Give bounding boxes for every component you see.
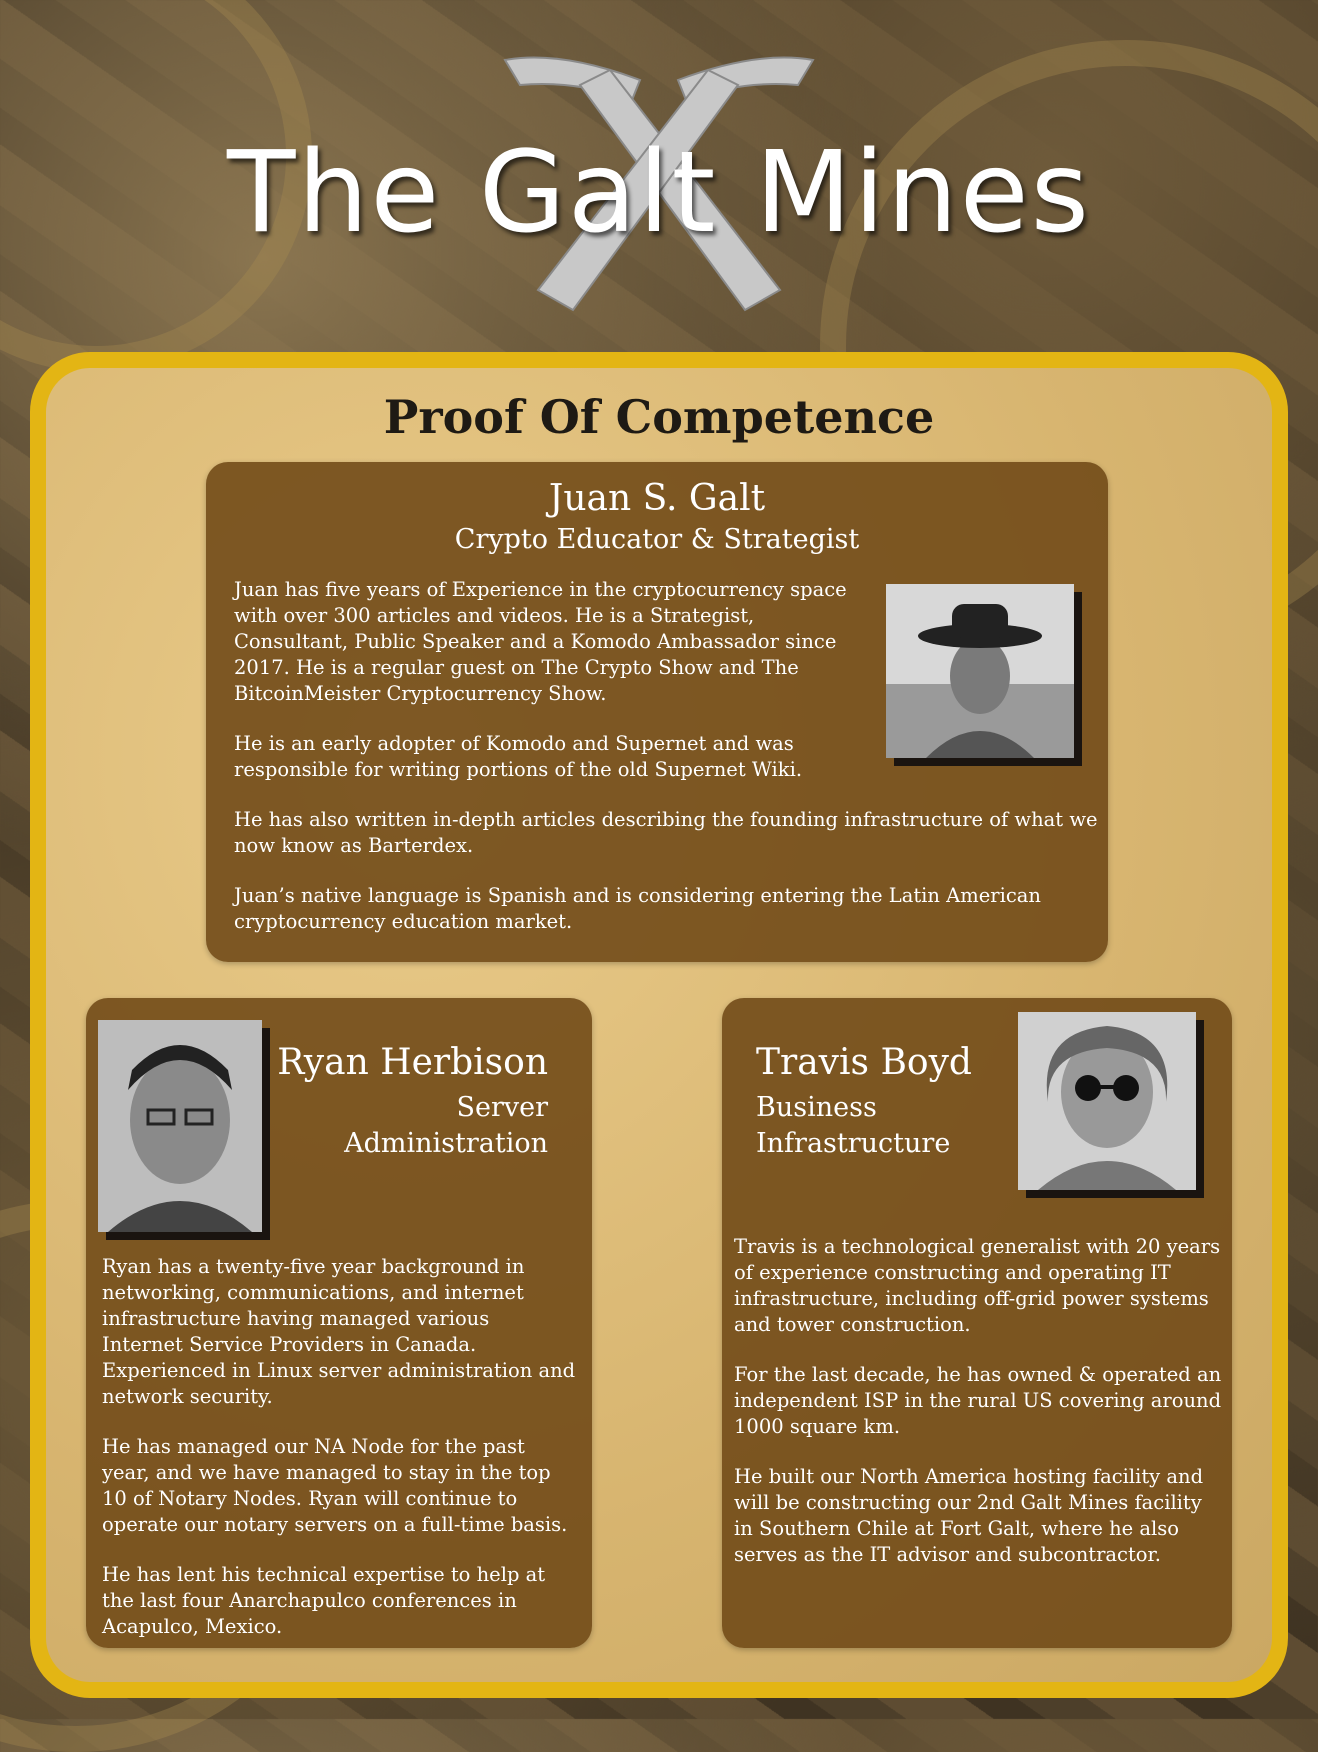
logo-title: The Galt Mines (227, 128, 1091, 258)
profile-photo-juan (886, 584, 1074, 758)
profile-role: Crypto Educator & Strategist (454, 524, 860, 555)
bio-paragraph: He has also written in-depth articles describing the founding infrastructure of what we now know as Barterdex. (234, 808, 1098, 857)
profile-bio (102, 1254, 576, 1664)
section-title: Proof Of Competence (383, 390, 935, 444)
bio-paragraph: For the last decade, he has owned & operated an independent ISP in the rural US covering around 1000 square km. (734, 1363, 1222, 1438)
bio-paragraph: Juan has five years of Experience in the cryptocurrency space with over 300 articles and videos. He is a Strategist, Consultant, Public Speaker and a Komodo Ambassador since 2017. He is a regular guest on The Crypto Show and The BitcoinMeister Cryptocurrency Show. (234, 578, 847, 705)
profile-role-line1: Business (756, 1092, 877, 1123)
profile-photo-ryan (98, 1020, 262, 1232)
profile-role-line1: Server (456, 1092, 548, 1123)
profile-card-juan (206, 462, 1108, 962)
profile-card-travis (722, 998, 1232, 1648)
bio-paragraph: Travis is a technological generalist with 20 years of experience constructing and operating IT infrastructure, including off-grid power systems and tower construction. (734, 1235, 1221, 1336)
profile-role-line2: Administration (344, 1128, 548, 1159)
bio-paragraph: He is an early adopter of Komodo and Supernet and was responsible for writing portions of the old Supernet Wiki. (234, 732, 803, 781)
bio-paragraph: He has lent his technical expertise to help at the last four Anarchapulco conferences in Acapulco, Mexico. (102, 1563, 546, 1638)
profile-name: Travis Boyd (756, 1042, 972, 1083)
profile-name: Juan S. Galt (548, 478, 766, 519)
profile-photo-travis (1018, 1012, 1196, 1190)
profile-bio (734, 1234, 1224, 1592)
bio-paragraph: Ryan has a twenty-five year background in networking, communications, and internet infrastructure having managed various Internet Service Providers in Canada. Experienced in Linux server administration and network security. (102, 1255, 576, 1408)
bio-paragraph: Juan’s native language is Spanish and is considering entering the Latin American cryptocurrency education market. (234, 884, 1041, 933)
bio-paragraph: He has managed our NA Node for the past year, and we have managed to stay in the top 10 of Notary Nodes. Ryan will continue to operate our notary servers on a full-time basis. (102, 1435, 568, 1536)
profile-card-ryan (86, 998, 592, 1648)
bio-paragraph: He built our North America hosting facility and will be constructing our 2nd Galt Mines facility in Southern Chile at Fort Galt, where he also serves as the IT advisor and subcontractor. (734, 1465, 1204, 1566)
profile-name: Ryan Herbison (277, 1042, 548, 1083)
header-logo (0, 0, 1318, 340)
profile-role-line2: Infrastructure (756, 1128, 951, 1159)
